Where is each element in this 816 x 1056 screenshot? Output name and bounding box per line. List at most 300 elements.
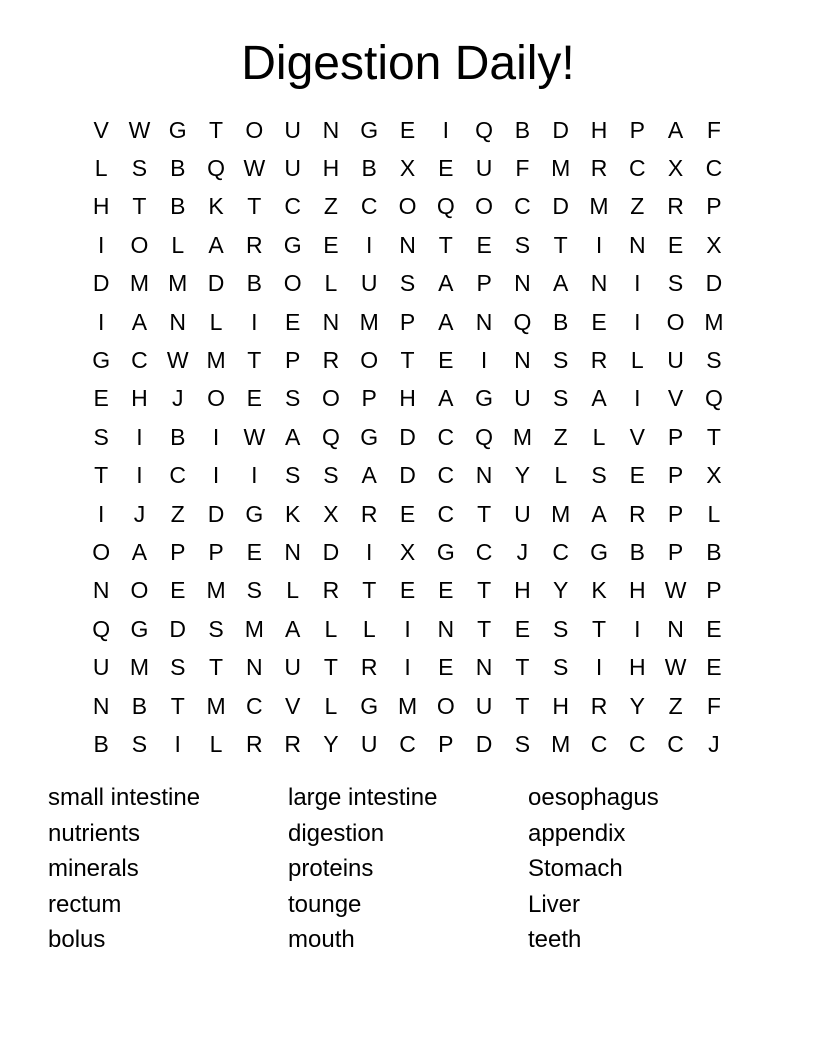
grid-cell[interactable]: K: [591, 577, 607, 604]
grid-cell[interactable]: U: [284, 116, 301, 143]
grid-cell[interactable]: Y: [323, 730, 339, 757]
grid-cell[interactable]: R: [590, 692, 608, 719]
grid-cell[interactable]: A: [438, 270, 454, 297]
grid-cell[interactable]: I: [251, 462, 258, 489]
grid-cell[interactable]: G: [168, 116, 187, 143]
grid-cell[interactable]: U: [667, 347, 684, 374]
grid-cell[interactable]: N: [514, 270, 531, 297]
grid-cell[interactable]: G: [245, 500, 264, 527]
grid-cell[interactable]: C: [475, 538, 493, 565]
grid-cell[interactable]: C: [628, 730, 646, 757]
grid-cell[interactable]: Q: [704, 385, 723, 412]
grid-cell[interactable]: C: [437, 500, 455, 527]
grid-cell[interactable]: X: [706, 462, 722, 489]
grid-cell[interactable]: E: [246, 538, 262, 565]
grid-cell[interactable]: H: [399, 385, 416, 412]
grid-cell[interactable]: Z: [323, 193, 338, 220]
grid-cell[interactable]: M: [206, 692, 226, 719]
grid-cell[interactable]: H: [322, 155, 340, 182]
grid-row: [82, 265, 733, 303]
grid-cell[interactable]: S: [131, 730, 148, 757]
grid-cell[interactable]: H: [92, 193, 110, 220]
grid-cell[interactable]: D: [552, 116, 570, 143]
grid-cell[interactable]: C: [667, 730, 684, 757]
grid-cell[interactable]: E: [438, 155, 454, 182]
grid-cell[interactable]: T: [362, 577, 377, 604]
grid-cell[interactable]: O: [130, 577, 149, 604]
grid-cell[interactable]: G: [130, 615, 149, 642]
grid-cell[interactable]: U: [360, 730, 378, 757]
grid-cell[interactable]: U: [475, 155, 493, 182]
grid-cell[interactable]: U: [92, 654, 110, 681]
grid-cell[interactable]: A: [208, 231, 224, 258]
grid-cell[interactable]: N: [514, 347, 531, 374]
grid-cell[interactable]: S: [553, 347, 569, 374]
grid-cell[interactable]: L: [324, 615, 338, 642]
grid-cell[interactable]: O: [475, 193, 494, 220]
grid-cell[interactable]: H: [131, 385, 148, 412]
grid-cell[interactable]: S: [667, 270, 684, 297]
grid-cell[interactable]: A: [553, 270, 569, 297]
grid-cell[interactable]: S: [131, 155, 148, 182]
grid-cell[interactable]: Y: [629, 692, 645, 719]
grid-cell[interactable]: E: [323, 231, 339, 258]
grid-cell[interactable]: D: [399, 462, 416, 489]
grid-cell[interactable]: A: [591, 385, 607, 412]
grid-cell[interactable]: R: [590, 155, 608, 182]
grid-cell[interactable]: N: [284, 538, 301, 565]
grid-cell[interactable]: Z: [630, 193, 645, 220]
grid-cell[interactable]: V: [629, 423, 645, 450]
grid-cell[interactable]: L: [94, 155, 108, 182]
grid-cell[interactable]: J: [708, 730, 720, 757]
grid-cell[interactable]: E: [399, 577, 416, 604]
grid-cell[interactable]: L: [630, 347, 644, 374]
grid-cell[interactable]: E: [170, 577, 186, 604]
grid-cell[interactable]: P: [629, 116, 645, 143]
letter-grid[interactable]: [82, 111, 733, 764]
grid-cell[interactable]: P: [170, 538, 186, 565]
grid-cell[interactable]: T: [477, 500, 492, 527]
grid-cell[interactable]: I: [212, 423, 220, 450]
grid-cell[interactable]: T: [553, 231, 568, 258]
grid-cell[interactable]: Y: [514, 462, 531, 489]
grid-cell[interactable]: E: [476, 231, 492, 258]
grid-cell[interactable]: G: [360, 423, 379, 450]
grid-cell[interactable]: S: [514, 231, 531, 258]
grid-cell[interactable]: E: [399, 116, 416, 143]
grid-cell[interactable]: R: [667, 193, 684, 220]
grid-cell[interactable]: R: [628, 500, 646, 527]
grid-cell[interactable]: D: [399, 423, 416, 450]
grid-cell[interactable]: S: [553, 654, 569, 681]
grid-cell[interactable]: E: [514, 615, 531, 642]
grid-cell[interactable]: M: [551, 730, 571, 757]
grid-cell[interactable]: S: [706, 347, 722, 374]
grid-cell[interactable]: M: [359, 308, 379, 335]
grid-cell[interactable]: A: [131, 308, 148, 335]
grid-cell[interactable]: M: [129, 654, 150, 681]
grid-cell[interactable]: N: [590, 270, 608, 297]
grid-cell[interactable]: L: [554, 462, 568, 489]
grid-cell[interactable]: I: [595, 231, 603, 258]
grid-cell[interactable]: W: [243, 155, 266, 182]
grid-cell[interactable]: C: [628, 155, 646, 182]
grid-cell[interactable]: N: [475, 462, 493, 489]
word-list-item: rectum: [48, 890, 122, 918]
grid-cell[interactable]: D: [207, 270, 225, 297]
grid-cell[interactable]: S: [553, 615, 569, 642]
grid-cell[interactable]: C: [246, 692, 263, 719]
grid-cell[interactable]: S: [93, 423, 109, 450]
grid-cell[interactable]: N: [475, 308, 493, 335]
grid-cell[interactable]: L: [592, 423, 606, 450]
grid-cell[interactable]: A: [438, 308, 454, 335]
grid-cell[interactable]: I: [366, 231, 373, 258]
grid-cell[interactable]: P: [399, 308, 416, 335]
grid-cell[interactable]: O: [130, 231, 149, 258]
puzzle-title: Digestion Daily!: [241, 37, 575, 90]
grid-cell[interactable]: A: [667, 116, 684, 143]
grid-cell[interactable]: T: [706, 423, 721, 450]
grid-cell[interactable]: X: [706, 231, 722, 258]
grid-cell[interactable]: U: [514, 500, 531, 527]
grid-cell[interactable]: O: [436, 692, 455, 719]
grid-cell[interactable]: L: [324, 270, 338, 297]
grid-cell[interactable]: N: [322, 116, 340, 143]
grid-cell[interactable]: C: [437, 423, 455, 450]
grid-cell[interactable]: O: [207, 385, 225, 412]
grid-cell[interactable]: T: [515, 654, 530, 681]
grid-cell[interactable]: A: [438, 385, 454, 412]
grid-cell[interactable]: P: [667, 500, 684, 527]
grid-cell[interactable]: U: [514, 385, 531, 412]
grid-cell[interactable]: C: [169, 462, 187, 489]
grid-cell[interactable]: W: [166, 347, 189, 374]
grid-cell[interactable]: E: [399, 500, 416, 527]
grid-cell[interactable]: T: [400, 347, 415, 374]
grid-cell[interactable]: S: [284, 462, 301, 489]
grid-cell[interactable]: P: [706, 577, 722, 604]
grid-cell[interactable]: F: [706, 692, 721, 719]
grid-cell[interactable]: M: [589, 193, 609, 220]
grid-cell[interactable]: M: [244, 615, 264, 642]
grid-cell[interactable]: U: [475, 692, 493, 719]
grid-cell[interactable]: T: [591, 615, 607, 642]
grid-cell[interactable]: L: [209, 730, 223, 757]
grid-cell[interactable]: Q: [207, 155, 225, 182]
grid-cell[interactable]: S: [284, 385, 301, 412]
grid-cell[interactable]: O: [398, 193, 417, 220]
word-list-item: minerals: [48, 855, 139, 883]
grid-cell[interactable]: H: [552, 692, 570, 719]
grid-cell[interactable]: W: [664, 577, 687, 604]
grid-cell[interactable]: N: [92, 692, 110, 719]
grid-cell[interactable]: W: [243, 423, 266, 450]
grid-cell[interactable]: H: [628, 654, 646, 681]
grid-cell[interactable]: S: [208, 615, 224, 642]
grid-cell[interactable]: E: [438, 347, 454, 374]
grid-cell[interactable]: L: [707, 500, 721, 527]
grid-cell[interactable]: D: [475, 730, 493, 757]
grid-cell[interactable]: X: [399, 538, 416, 565]
grid-cell[interactable]: A: [284, 423, 301, 450]
grid-cell[interactable]: Q: [92, 615, 111, 642]
grid-cell[interactable]: O: [321, 385, 340, 412]
grid-cell[interactable]: R: [322, 347, 340, 374]
grid-cell[interactable]: I: [97, 308, 105, 335]
grid-cell[interactable]: C: [590, 730, 608, 757]
grid-cell[interactable]: G: [360, 692, 379, 719]
grid-cell[interactable]: S: [170, 654, 186, 681]
grid-cell[interactable]: D: [552, 193, 570, 220]
grid-cell[interactable]: I: [595, 654, 603, 681]
grid-cell[interactable]: C: [360, 193, 378, 220]
grid-cell[interactable]: I: [404, 615, 411, 642]
grid-cell[interactable]: T: [132, 193, 147, 220]
grid-cell[interactable]: K: [208, 193, 224, 220]
grid-cell[interactable]: P: [706, 193, 722, 220]
grid-cell[interactable]: I: [480, 347, 488, 374]
grid-cell[interactable]: H: [628, 577, 646, 604]
grid-cell[interactable]: G: [590, 538, 608, 565]
grid-cell[interactable]: Q: [513, 308, 532, 335]
grid-cell[interactable]: P: [667, 423, 684, 450]
grid-cell[interactable]: B: [131, 692, 148, 719]
grid-cell[interactable]: M: [206, 577, 226, 604]
grid-cell[interactable]: R: [360, 500, 378, 527]
grid-cell[interactable]: B: [170, 423, 186, 450]
grid-cell[interactable]: I: [97, 500, 105, 527]
grid-cell[interactable]: E: [591, 308, 607, 335]
grid-cell[interactable]: Z: [668, 692, 683, 719]
grid-cell[interactable]: C: [514, 193, 531, 220]
grid-cell[interactable]: G: [436, 538, 455, 565]
grid-cell[interactable]: W: [664, 654, 687, 681]
grid-cell[interactable]: N: [475, 654, 493, 681]
grid-cell[interactable]: E: [93, 385, 109, 412]
grid-cell[interactable]: N: [437, 615, 455, 642]
grid-cell[interactable]: T: [247, 347, 262, 374]
grid-cell[interactable]: M: [129, 270, 150, 297]
grid-cell[interactable]: S: [514, 730, 531, 757]
grid-cell[interactable]: S: [591, 462, 607, 489]
grid-cell[interactable]: A: [284, 615, 301, 642]
grid-cell[interactable]: S: [399, 270, 416, 297]
grid-cell[interactable]: Y: [553, 577, 569, 604]
grid-cell[interactable]: I: [404, 654, 411, 681]
grid-cell[interactable]: O: [92, 538, 111, 565]
grid-cell[interactable]: N: [322, 308, 340, 335]
grid-cell[interactable]: R: [246, 231, 263, 258]
grid-cell[interactable]: T: [323, 654, 338, 681]
grid-cell[interactable]: I: [634, 385, 641, 412]
grid-cell[interactable]: D: [705, 270, 723, 297]
grid-cell[interactable]: G: [92, 347, 111, 374]
grid-cell[interactable]: R: [284, 730, 301, 757]
grid-cell[interactable]: X: [323, 500, 339, 527]
grid-cell[interactable]: Q: [475, 116, 494, 143]
grid-cell[interactable]: I: [634, 270, 641, 297]
grid-cell[interactable]: O: [666, 308, 685, 335]
grid-cell[interactable]: B: [361, 155, 377, 182]
grid-cell[interactable]: S: [246, 577, 262, 604]
grid-cell[interactable]: H: [514, 577, 531, 604]
grid-cell[interactable]: G: [283, 231, 302, 258]
grid-cell[interactable]: P: [438, 730, 454, 757]
grid-cell[interactable]: N: [246, 654, 263, 681]
grid-cell[interactable]: R: [246, 730, 263, 757]
grid-cell[interactable]: N: [92, 577, 110, 604]
grid-cell[interactable]: M: [704, 308, 724, 335]
grid-cell[interactable]: P: [208, 538, 224, 565]
grid-cell[interactable]: A: [131, 538, 148, 565]
grid-cell[interactable]: P: [667, 538, 684, 565]
grid-cell[interactable]: E: [629, 462, 645, 489]
grid-cell[interactable]: C: [705, 155, 723, 182]
grid-cell[interactable]: B: [706, 538, 722, 565]
word-list-item: nutrients: [48, 819, 141, 847]
grid-cell[interactable]: P: [361, 385, 377, 412]
grid-cell[interactable]: D: [169, 615, 187, 642]
grid-cell[interactable]: O: [245, 116, 264, 143]
grid-cell[interactable]: X: [667, 155, 684, 182]
grid-cell[interactable]: U: [284, 654, 301, 681]
grid-cell[interactable]: C: [131, 347, 148, 374]
grid-cell[interactable]: L: [286, 577, 300, 604]
grid-cell[interactable]: E: [438, 654, 454, 681]
grid-cell[interactable]: I: [634, 308, 641, 335]
grid-cell[interactable]: I: [634, 615, 641, 642]
grid-cell[interactable]: H: [590, 116, 608, 143]
grid-cell[interactable]: B: [629, 538, 645, 565]
grid-cell[interactable]: Q: [475, 423, 494, 450]
grid-cell[interactable]: B: [170, 155, 186, 182]
grid-cell[interactable]: W: [128, 116, 151, 143]
grid-cell[interactable]: G: [475, 385, 494, 412]
grid-cell[interactable]: R: [322, 577, 340, 604]
grid-cell[interactable]: C: [437, 462, 455, 489]
grid-cell[interactable]: M: [168, 270, 188, 297]
grid-cell[interactable]: T: [515, 692, 530, 719]
grid-cell[interactable]: B: [93, 730, 109, 757]
grid-cell[interactable]: L: [171, 231, 185, 258]
grid-cell[interactable]: Q: [321, 423, 340, 450]
grid-cell[interactable]: O: [360, 347, 379, 374]
grid-cell[interactable]: R: [360, 654, 378, 681]
grid-cell[interactable]: V: [93, 116, 109, 143]
grid-cell[interactable]: S: [323, 462, 339, 489]
grid-cell[interactable]: P: [476, 270, 492, 297]
grid-cell[interactable]: T: [94, 462, 109, 489]
grid-cell[interactable]: T: [209, 116, 224, 143]
grid-cell[interactable]: C: [552, 538, 570, 565]
grid-cell[interactable]: N: [628, 231, 646, 258]
grid-cell[interactable]: D: [92, 270, 110, 297]
grid-cell[interactable]: E: [438, 577, 454, 604]
grid-cell[interactable]: Z: [553, 423, 568, 450]
grid-cell[interactable]: I: [97, 231, 105, 258]
grid-cell[interactable]: J: [171, 385, 184, 412]
grid-cell[interactable]: I: [442, 116, 450, 143]
word-list-item: teeth: [528, 926, 582, 954]
grid-cell[interactable]: Z: [170, 500, 185, 527]
grid-cell[interactable]: I: [212, 462, 220, 489]
grid-cell[interactable]: T: [170, 692, 185, 719]
grid-cell[interactable]: U: [360, 270, 378, 297]
grid-cell[interactable]: T: [438, 231, 453, 258]
grid-cell[interactable]: T: [477, 577, 492, 604]
grid-cell[interactable]: E: [284, 308, 301, 335]
grid-cell[interactable]: B: [246, 270, 262, 297]
grid-cell[interactable]: X: [399, 155, 416, 182]
word-list-item: mouth: [288, 926, 355, 954]
grid-cell[interactable]: F: [515, 155, 530, 182]
grid-cell[interactable]: I: [136, 462, 143, 489]
grid-cell[interactable]: G: [360, 116, 379, 143]
grid-cell[interactable]: D: [207, 500, 225, 527]
grid-cell[interactable]: E: [706, 654, 722, 681]
grid-cell[interactable]: F: [706, 116, 721, 143]
grid-cell[interactable]: M: [206, 347, 226, 374]
grid-cell[interactable]: J: [516, 538, 529, 565]
grid-cell[interactable]: O: [283, 270, 302, 297]
grid-cell[interactable]: P: [667, 462, 684, 489]
grid-cell[interactable]: I: [136, 423, 143, 450]
grid-cell[interactable]: R: [590, 347, 608, 374]
grid-cell[interactable]: C: [399, 730, 416, 757]
grid-cell[interactable]: E: [667, 231, 684, 258]
grid-cell[interactable]: T: [247, 193, 262, 220]
grid-cell[interactable]: N: [169, 308, 187, 335]
grid-cell[interactable]: V: [284, 692, 301, 719]
grid-cell[interactable]: N: [399, 231, 416, 258]
grid-row: [82, 303, 733, 341]
grid-cell[interactable]: S: [553, 385, 569, 412]
grid-cell[interactable]: L: [209, 308, 223, 335]
grid-cell[interactable]: B: [170, 193, 186, 220]
grid-cell[interactable]: E: [706, 615, 722, 642]
grid-cell[interactable]: A: [361, 462, 377, 489]
grid-cell[interactable]: M: [551, 500, 571, 527]
grid-cell[interactable]: V: [667, 385, 684, 412]
grid-cell[interactable]: U: [284, 155, 301, 182]
grid-cell[interactable]: L: [362, 615, 376, 642]
word-column: [48, 780, 288, 958]
grid-cell[interactable]: T: [209, 654, 224, 681]
grid-cell[interactable]: C: [284, 193, 301, 220]
grid-cell[interactable]: I: [366, 538, 373, 565]
grid-cell[interactable]: M: [397, 692, 418, 719]
word-list-item: digestion: [288, 819, 385, 847]
grid-cell[interactable]: M: [512, 423, 532, 450]
grid-cell[interactable]: J: [133, 500, 146, 527]
grid-cell[interactable]: M: [551, 155, 571, 182]
grid-cell[interactable]: B: [514, 116, 531, 143]
grid-cell[interactable]: I: [174, 730, 181, 757]
grid-cell[interactable]: E: [246, 385, 262, 412]
grid-cell[interactable]: Q: [436, 193, 455, 220]
grid-cell[interactable]: T: [477, 615, 492, 642]
grid-cell[interactable]: B: [553, 308, 569, 335]
grid-cell[interactable]: A: [591, 500, 607, 527]
grid-cell[interactable]: N: [667, 615, 684, 642]
grid-cell[interactable]: P: [284, 347, 301, 374]
grid-cell[interactable]: D: [322, 538, 340, 565]
grid-cell[interactable]: K: [284, 500, 301, 527]
grid-cell[interactable]: I: [251, 308, 258, 335]
grid-cell[interactable]: L: [324, 692, 338, 719]
